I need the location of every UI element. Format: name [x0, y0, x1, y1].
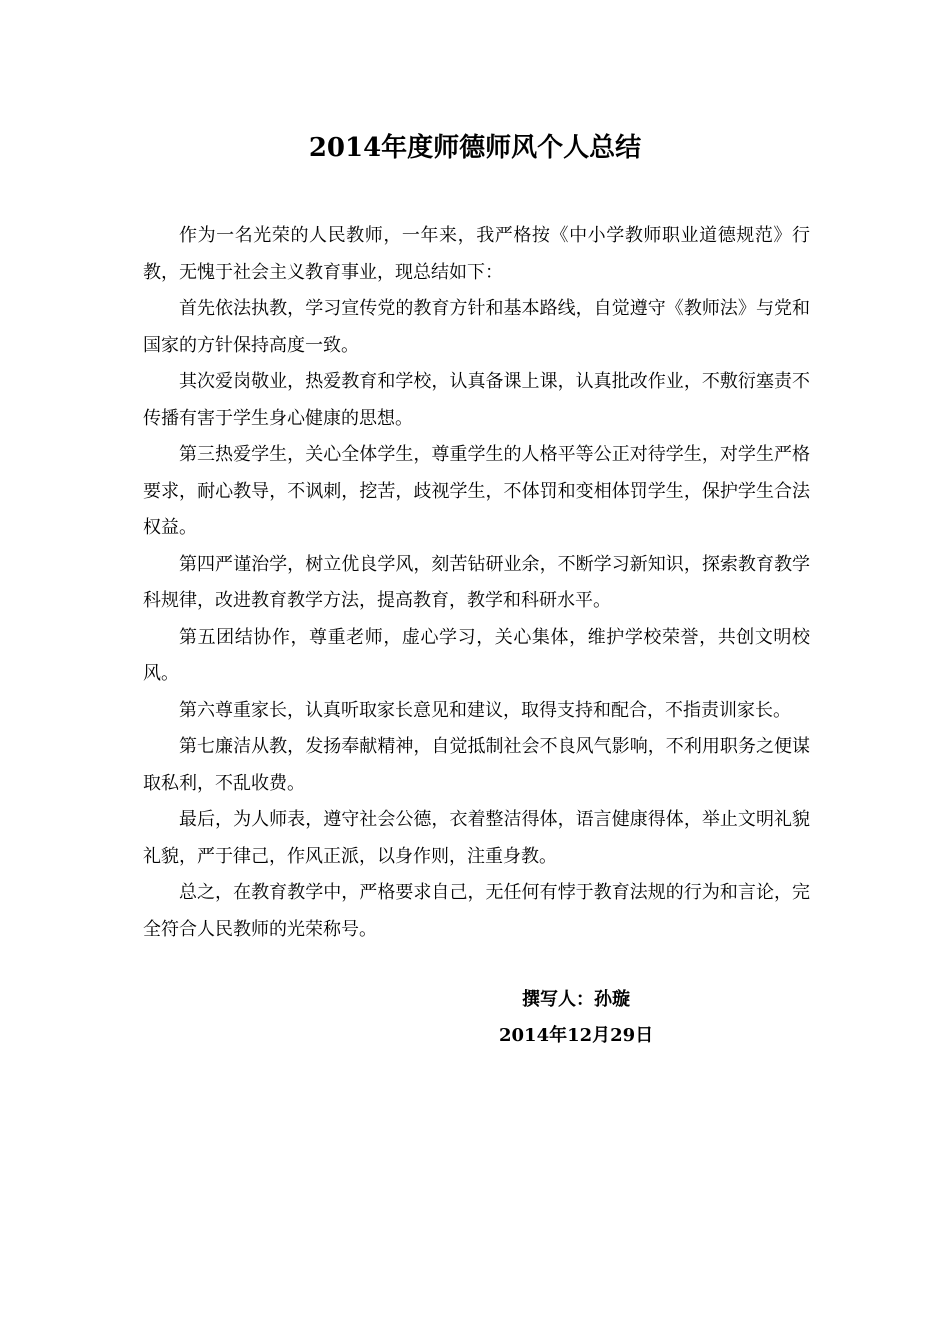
paragraph-seventh: 第七廉洁从教，发扬奉献精神，自觉抵制社会不良风气影响，不利用职务之便谋取私利，不乱收费。	[143, 736, 810, 794]
paragraph-first: 首先依法执教，学习宣传党的教育方针和基本路线，自觉遵守《教师法》与党和国家的方针保持高度一致。	[143, 298, 810, 356]
paragraph-fourth: 第四严谨治学，树立优良学风，刻苦钻研业余，不断学习新知识，探索教育教学科规律，改进教育教学方法，提高教育，教学和科研水平。	[143, 553, 810, 611]
paragraph-sixth: 第六尊重家长，认真听取家长意见和建议，取得支持和配合，不指责训家长。	[179, 699, 791, 721]
paragraph-conclusion: 总之，在教育教学中，严格要求自己，无任何有悖于教育法规的行为和言论，完全符合人民教师的光荣称号。	[143, 882, 810, 940]
document-body	[143, 218, 810, 948]
signature-author: 撰写人：孙璇	[522, 989, 630, 1010]
paragraph-intro: 作为一名光荣的人民教师，一年来，我严格按《中小学教师职业道德规范》行教，无愧于社会主义教育事业，现总结如下：	[143, 225, 810, 283]
paragraph-third: 第三热爱学生，关心全体学生，尊重学生的人格平等公正对待学生，对学生严格要求，耐心教导，不讽刺，挖苦，歧视学生，不体罚和变相体罚学生，保护学生合法权益。	[143, 444, 810, 538]
signature-date: 2014年12月29日	[499, 1025, 654, 1046]
paragraph-second: 其次爱岗敬业，热爱教育和学校，认真备课上课，认真批改作业，不敷衍塞责不传播有害于学生身心健康的思想。	[143, 371, 810, 429]
paragraph-fifth: 第五团结协作，尊重老师，虚心学习，关心集体，维护学校荣誉，共创文明校风。	[143, 626, 810, 684]
paragraph-finally: 最后，为人师表，遵守社会公德，衣着整洁得体，语言健康得体，举止文明礼貌礼貌，严于律己，作风正派，以身作则，注重身教。	[143, 809, 810, 867]
document-title: 2014年度师德师风个人总结	[308, 133, 642, 163]
